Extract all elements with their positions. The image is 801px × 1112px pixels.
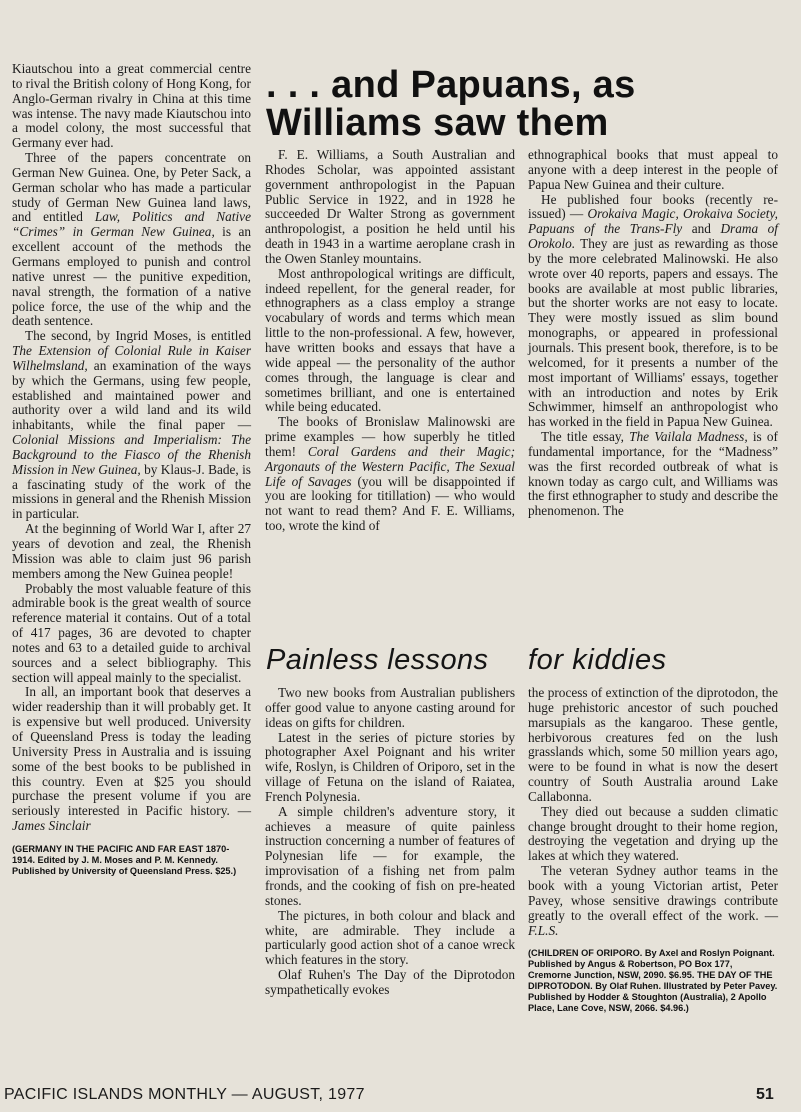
text-run: The veteran Sydney author teams in the book with a young Victorian artist, Peter Pavey, whose sensitive drawings contribute greatly to the overall effect of the work. — [528,863,778,923]
text-run: an examination of the ways by which the Germans, using few people, established and maintained power and authority over a wild land and its wild inhabitants, while the final paper — [12,357,251,433]
book-credit-germany: (GERMANY IN THE PACIFIC AND FAR EAST 1870-1914. Edited by J. M. Moses and P. M. Kennedy. Published by University of Queensland Press. $25.) [12,843,237,876]
subhead-painless-lessons: Painless lessons [266,644,489,676]
headline-line-2: Williams saw them [266,102,609,144]
kiddies-column-right [528,686,778,1014]
italic-text-run: Law, Politics and Native “Crimes” in German New Guinea, [12,209,251,240]
body-paragraph [265,148,515,267]
text-run: Three of the papers concentrate on German New Guinea. One, by Peter Sack, a German scholar who has made a particular study of German New Guinea land laws, and entitled [12,150,251,225]
text-run: is an excellent account of the methods the Germans employed to punish and control native unrest — the punitive expedition, naval strength, the formation of a native police force, the use of the whip and the death sentence. [12,224,251,329]
text-run: They died out because a sudden climatic change brought drought to their home region, destroying the vegetation and drying up the lakes at which they watered. [528,803,778,864]
text-run: The books of Bronislaw Malinowski are prime examples — how superbly he titled them! [265,414,515,459]
italic-text-run: Coral Gardens and their Magic; Argonauts of the Western Pacific, The Sexual Life of Savages [265,443,516,489]
body-paragraph [528,430,778,519]
italic-text-run: The Vailala Madness, [629,429,748,445]
text-run: He published four books (recently re-issued) — [528,191,778,222]
italic-text-run: Colonial Missions and Imperialism: The Background to the Fiasco of the Rhenish Mission in New Guinea, [12,432,251,477]
italic-text-run: F.L.S. [528,922,559,938]
body-paragraph [12,151,251,329]
text-run: The title essay, [541,429,630,445]
body-paragraph [528,686,778,805]
left-column [12,62,251,877]
italic-text-run: Orokaiva Magic, Orokaiva Society, Papuans of the Trans-Fly [528,206,778,237]
text-run: In all, an important book that deserves a wider readership than it will probably get. It is expensive but well produced. University of Queensland Press is today the leading University Press in Australia and is issuing some of the best books to be published in this country. Even at $25 you should purchase the present volume if you are seriously interested in Pacific history. — [12,684,251,819]
body-paragraph [12,582,251,686]
text-run: Two new books from Australian publishers offer good value to anyone casting around for ideas on gifts for children. [265,685,515,730]
text-run: ethnographical books that must appeal to anyone with a deep interest in the people of Papua New Guinea and their culture. [528,147,778,192]
body-paragraph [265,968,515,998]
body-paragraph [528,805,778,864]
body-paragraph [528,864,778,938]
text-run: is of fundamental importance, for the “Madness” was the first recorded outbreak of what is known today as cargo cult, and Williams was the first ethnographer to study and describe the phenomenon. The [528,429,778,519]
text-run: and [682,221,721,237]
text-run: by Klaus-J. Bade, is a fascinating study of the work of the missions in general and the Rhenish Mission in particular. [12,461,251,522]
papuans-column-right [528,148,778,519]
body-paragraph [12,522,251,581]
italic-text-run: Drama of Orokolo. [528,221,778,252]
kiddies-column-middle [265,686,515,998]
text-run: Olaf Ruhen's The Day of the Diprotodon sympathetically evokes [265,967,515,997]
article-headline [266,66,786,142]
text-run: the process of extinction of the diprotodon, the huge prehistoric ancestor of such pouched marsupials as the kangaroo. These gentle, herbivorous creatures fed on the lush grasslands which, some 50 million years ago, were to be found in what is now the desert country of South Australia around Lake Callabonna. [528,685,778,804]
body-paragraph [12,62,251,151]
text-run: Latest in the series of picture stories by photographer Axel Poignant and his writer wife, Roslyn, is Children of Oriporo, set in the village of Fetuna on the island of Raiatea, French Polynesia. [265,729,515,804]
body-paragraph [265,909,515,968]
italic-text-run: The Extension of Colonial Rule in Kaiser Wilhelmsland, [12,343,251,373]
body-paragraph [265,267,515,415]
text-run: Most anthropological writings are difficult, indeed repellent, for the general reader, for ethnographers as a class employ a strange vocabulary of words and terms which mean little to the non-professional. A few, however, have written books and essays that have a wide appeal — the personality of the author comes through, the language is clear and sometimes brilliant, and one is entertained while being educated. [265,265,515,415]
book-credit-kiddies: (CHILDREN OF ORIPORO. By Axel and Roslyn Poignant. Published by Angus & Robertson, PO Box 177, Cremorne Junction, NSW, 2090. $6.95. THE DAY OF THE DIPROTODON. By Olaf Ruhen. Illustrated by Peter Pavey. Published by Hodder & Stoughton (Australia), 2 Apollo Place, Lane Cove, NSW, 2066. $4.96.) [528,948,778,1014]
text-run: The pictures, in both colour and black and white, are admirable. They include a particularly good action shot of a canoe wreck which features in the story. [265,907,515,968]
text-run: Probably the most valuable feature of this admirable book is the great wealth of source reference material it contains. Out of a total of 417 pages, 36 are devoted to chapter notes and 63 to a detailed guide to archival sources and a select bibliography. This section will appeal mainly to the specialist. [12,580,251,685]
papuans-column-middle [265,148,515,534]
text-run: The second, by Ingrid Moses, is entitled [25,328,251,344]
text-run: They are just as rewarding as those by the more celebrated Malinowski. He also wrote over 40 reports, papers and essays. The books are available at most public libraries, but the shorter works are not easy to locate. They were mostly issued as slim bound monographs, or appeared in professional journals. This present book, therefore, is to be welcomed, for it presents a number of the most important of Williams' essays, together with an introduction and notes by Erik Schwimmer, himself an anthropologist who has worked in the field in Papua New Guinea. [528,236,778,430]
body-paragraph [12,685,251,833]
body-paragraph [528,193,778,431]
subhead-for-kiddies: for kiddies [528,644,667,676]
text-run: At the beginning of World War I, after 27 years of devotion and zeal, the Rhenish Mission was able to claim just 96 parish members among the New Guinea people! [12,521,251,581]
body-paragraph [265,731,515,805]
text-run: Kiautschou into a great commercial centre to rival the British colony of Hong Kong, for Anglo-German rivalry in China at this time was intense. The navy made Kiautschou into a model colony, the most successful that Germany ever had. [12,61,251,151]
text-run: A simple children's adventure story, it achieves a measure of quite painless instruction concerning a number of features of Polynesian life — for example, the improvisation of a fishing net from palm fronds, and the cooking of fish on pre-heated stones. [265,803,515,908]
body-paragraph [12,329,251,522]
body-paragraph [265,415,515,534]
body-paragraph [265,805,515,909]
text-run: (you will be disappointed if you are looking for titillation) — who would not want to read them? And F. E. Williams, too, wrote the kind of [265,473,516,534]
page-number: 51 [756,1086,774,1103]
footer-publication: PACIFIC ISLANDS MONTHLY — AUGUST, 1977 [4,1086,365,1103]
body-paragraph [528,148,778,193]
italic-text-run: James Sinclair [12,818,91,834]
headline-line-1: . . . and Papuans, as [266,64,636,106]
text-run: F. E. Williams, a South Australian and Rhodes Scholar, was appointed assistant government anthropologist in the Papuan Public Service in 1922, and in 1928 he succeeded Dr Walter Strong as government anthropologist, a position he held until his death in 1943 in a wartime aeroplane crash in the Owen Stanley mountains. [265,147,515,266]
body-paragraph [265,686,515,731]
